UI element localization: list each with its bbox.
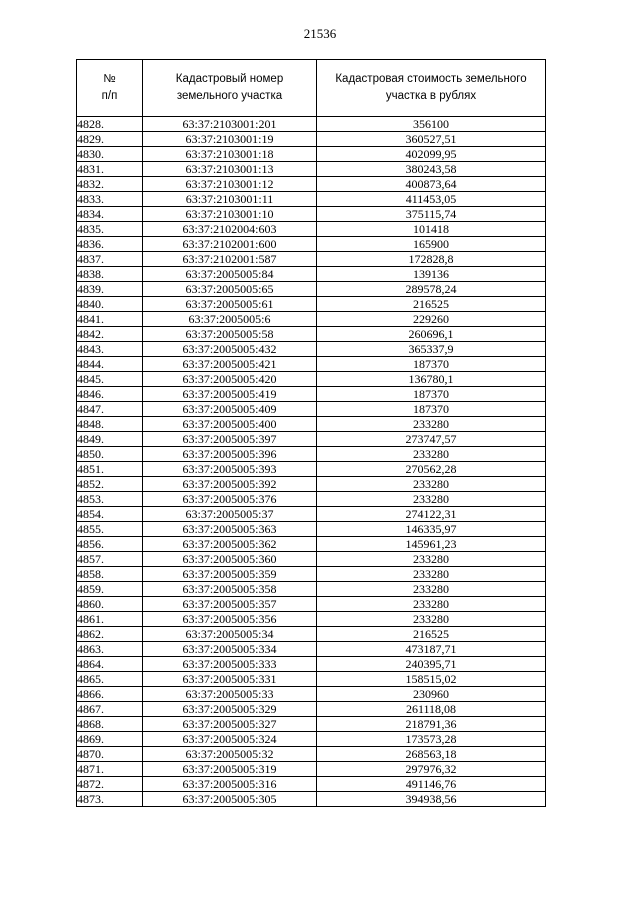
cadastral-number: 63:37:2005005:397 — [143, 432, 317, 447]
table-row — [77, 297, 546, 312]
row-number: 4853. — [77, 492, 143, 507]
table-row — [77, 522, 546, 537]
cadastral-value: 270562,28 — [317, 462, 546, 477]
row-number: 4832. — [77, 177, 143, 192]
cadastral-number: 63:37:2005005:400 — [143, 417, 317, 432]
cadastral-value: 233280 — [317, 477, 546, 492]
header-cadastral-line2: земельного участка — [176, 90, 283, 102]
row-number: 4852. — [77, 477, 143, 492]
table-row — [77, 687, 546, 702]
cadastral-value: 173573,28 — [317, 732, 546, 747]
table-row — [77, 282, 546, 297]
cadastral-value: 356100 — [317, 117, 546, 132]
table-row — [77, 762, 546, 777]
cadastral-number: 63:37:2005005:32 — [143, 747, 317, 762]
cadastral-value: 233280 — [317, 552, 546, 567]
row-number: 4843. — [77, 342, 143, 357]
cadastral-value: 260696,1 — [317, 327, 546, 342]
row-number: 4842. — [77, 327, 143, 342]
table-row — [77, 357, 546, 372]
table-row — [77, 702, 546, 717]
cadastral-value: 233280 — [317, 597, 546, 612]
row-number: 4864. — [77, 657, 143, 672]
table-row — [77, 717, 546, 732]
cadastral-value: 233280 — [317, 567, 546, 582]
cadastral-number: 63:37:2005005:324 — [143, 732, 317, 747]
cadastral-value: 233280 — [317, 582, 546, 597]
row-number: 4869. — [77, 732, 143, 747]
table-row — [77, 507, 546, 522]
cadastral-number: 63:37:2005005:327 — [143, 717, 317, 732]
cadastral-number: 63:37:2005005:316 — [143, 777, 317, 792]
table-row — [77, 597, 546, 612]
table-row — [77, 582, 546, 597]
row-number: 4833. — [77, 192, 143, 207]
cadastral-number: 63:37:2005005:6 — [143, 312, 317, 327]
cadastral-number: 63:37:2005005:329 — [143, 702, 317, 717]
table-row — [77, 732, 546, 747]
table-row — [77, 672, 546, 687]
table-row — [77, 132, 546, 147]
cadastral-number: 63:37:2103001:11 — [143, 192, 317, 207]
cadastral-value: 230960 — [317, 687, 546, 702]
cadastral-number: 63:37:2005005:334 — [143, 642, 317, 657]
table-row — [77, 117, 546, 132]
cadastral-value: 172828,8 — [317, 252, 546, 267]
cadastral-value: 473187,71 — [317, 642, 546, 657]
cadastral-value: 402099,95 — [317, 147, 546, 162]
row-number: 4870. — [77, 747, 143, 762]
table-row — [77, 567, 546, 582]
cadastral-number: 63:37:2005005:84 — [143, 267, 317, 282]
cadastral-value: 136780,1 — [317, 372, 546, 387]
table-row — [77, 747, 546, 762]
header-number-line2: п/п — [101, 90, 118, 102]
row-number: 4856. — [77, 537, 143, 552]
cadastral-number: 63:37:2005005:432 — [143, 342, 317, 357]
cadastral-value: 187370 — [317, 387, 546, 402]
table-row — [77, 147, 546, 162]
header-value-line1: Кадастровая стоимость земельного — [335, 73, 527, 85]
table-row — [77, 612, 546, 627]
table-row — [77, 192, 546, 207]
cadastral-number: 63:37:2005005:420 — [143, 372, 317, 387]
cadastral-number: 63:37:2005005:58 — [143, 327, 317, 342]
row-number: 4865. — [77, 672, 143, 687]
table-row — [77, 492, 546, 507]
cadastral-number: 63:37:2005005:319 — [143, 762, 317, 777]
cadastral-number: 63:37:2005005:421 — [143, 357, 317, 372]
table-header-row — [77, 60, 546, 117]
cadastral-value: 216525 — [317, 297, 546, 312]
header-number — [77, 60, 143, 117]
cadastral-value-table — [76, 59, 546, 807]
cadastral-number: 63:37:2005005:34 — [143, 627, 317, 642]
cadastral-value: 233280 — [317, 417, 546, 432]
cadastral-value: 289578,24 — [317, 282, 546, 297]
table-row — [77, 792, 546, 807]
row-number: 4862. — [77, 627, 143, 642]
row-number: 4857. — [77, 552, 143, 567]
table-row — [77, 267, 546, 282]
cadastral-value: 233280 — [317, 612, 546, 627]
row-number: 4849. — [77, 432, 143, 447]
table-row — [77, 387, 546, 402]
cadastral-value: 216525 — [317, 627, 546, 642]
cadastral-value: 360527,51 — [317, 132, 546, 147]
row-number: 4858. — [77, 567, 143, 582]
cadastral-number: 63:37:2005005:37 — [143, 507, 317, 522]
cadastral-value: 240395,71 — [317, 657, 546, 672]
table-row — [77, 657, 546, 672]
cadastral-number: 63:37:2005005:409 — [143, 402, 317, 417]
table-row — [77, 252, 546, 267]
cadastral-number: 63:37:2005005:61 — [143, 297, 317, 312]
table-row — [77, 162, 546, 177]
cadastral-number: 63:37:2103001:201 — [143, 117, 317, 132]
table-body — [77, 117, 546, 807]
row-number: 4873. — [77, 792, 143, 807]
row-number: 4838. — [77, 267, 143, 282]
row-number: 4871. — [77, 762, 143, 777]
row-number: 4847. — [77, 402, 143, 417]
cadastral-number: 63:37:2005005:33 — [143, 687, 317, 702]
cadastral-number: 63:37:2005005:358 — [143, 582, 317, 597]
cadastral-value: 139136 — [317, 267, 546, 282]
table-row — [77, 477, 546, 492]
cadastral-value: 274122,31 — [317, 507, 546, 522]
cadastral-number: 63:37:2005005:357 — [143, 597, 317, 612]
cadastral-number: 63:37:2005005:65 — [143, 282, 317, 297]
table-row — [77, 537, 546, 552]
row-number: 4861. — [77, 612, 143, 627]
cadastral-number: 63:37:2102001:600 — [143, 237, 317, 252]
row-number: 4872. — [77, 777, 143, 792]
cadastral-number: 63:37:2005005:392 — [143, 477, 317, 492]
table-row — [77, 627, 546, 642]
cadastral-number: 63:37:2005005:359 — [143, 567, 317, 582]
row-number: 4845. — [77, 372, 143, 387]
table-row — [77, 237, 546, 252]
cadastral-number: 63:37:2005005:305 — [143, 792, 317, 807]
cadastral-number: 63:37:2005005:419 — [143, 387, 317, 402]
row-number: 4834. — [77, 207, 143, 222]
row-number: 4848. — [77, 417, 143, 432]
table-row — [77, 177, 546, 192]
cadastral-value: 411453,05 — [317, 192, 546, 207]
cadastral-number: 63:37:2005005:362 — [143, 537, 317, 552]
table-row — [77, 207, 546, 222]
cadastral-value: 273747,57 — [317, 432, 546, 447]
row-number: 4868. — [77, 717, 143, 732]
row-number: 4829. — [77, 132, 143, 147]
cadastral-value: 261118,08 — [317, 702, 546, 717]
cadastral-number: 63:37:2005005:360 — [143, 552, 317, 567]
row-number: 4835. — [77, 222, 143, 237]
cadastral-value: 229260 — [317, 312, 546, 327]
table-row — [77, 372, 546, 387]
row-number: 4844. — [77, 357, 143, 372]
table-row — [77, 342, 546, 357]
cadastral-value: 233280 — [317, 447, 546, 462]
table-row — [77, 462, 546, 477]
cadastral-value: 187370 — [317, 357, 546, 372]
cadastral-value: 491146,76 — [317, 777, 546, 792]
row-number: 4841. — [77, 312, 143, 327]
table-row — [77, 552, 546, 567]
row-number: 4846. — [77, 387, 143, 402]
table-row — [77, 447, 546, 462]
cadastral-number: 63:37:2005005:396 — [143, 447, 317, 462]
cadastral-number: 63:37:2005005:363 — [143, 522, 317, 537]
cadastral-value: 365337,9 — [317, 342, 546, 357]
header-cadastral-number — [143, 60, 317, 117]
table-row — [77, 402, 546, 417]
row-number: 4855. — [77, 522, 143, 537]
row-number: 4850. — [77, 447, 143, 462]
row-number: 4837. — [77, 252, 143, 267]
row-number: 4828. — [77, 117, 143, 132]
table-row — [77, 222, 546, 237]
cadastral-number: 63:37:2005005:356 — [143, 612, 317, 627]
cadastral-value: 233280 — [317, 492, 546, 507]
header-number-line1: № — [103, 73, 116, 85]
header-cadastral-value — [317, 60, 546, 117]
row-number: 4860. — [77, 597, 143, 612]
cadastral-number: 63:37:2103001:19 — [143, 132, 317, 147]
row-number: 4851. — [77, 462, 143, 477]
cadastral-value: 158515,02 — [317, 672, 546, 687]
row-number: 4859. — [77, 582, 143, 597]
row-number: 4866. — [77, 687, 143, 702]
header-value-line2: участка в рублях — [385, 90, 477, 102]
cadastral-value: 187370 — [317, 402, 546, 417]
row-number: 4840. — [77, 297, 143, 312]
cadastral-number: 63:37:2103001:13 — [143, 162, 317, 177]
cadastral-value: 394938,56 — [317, 792, 546, 807]
cadastral-number: 63:37:2005005:393 — [143, 462, 317, 477]
cadastral-value: 145961,23 — [317, 537, 546, 552]
table-header — [77, 60, 546, 117]
table-row — [77, 777, 546, 792]
row-number: 4830. — [77, 147, 143, 162]
cadastral-number: 63:37:2102001:587 — [143, 252, 317, 267]
cadastral-number: 63:37:2102004:603 — [143, 222, 317, 237]
row-number: 4863. — [77, 642, 143, 657]
cadastral-number: 63:37:2103001:18 — [143, 147, 317, 162]
cadastral-number: 63:37:2005005:376 — [143, 492, 317, 507]
page-number: 21536 — [303, 26, 337, 41]
cadastral-number: 63:37:2005005:331 — [143, 672, 317, 687]
cadastral-value: 146335,97 — [317, 522, 546, 537]
cadastral-value: 400873,64 — [317, 177, 546, 192]
cadastral-value: 297976,32 — [317, 762, 546, 777]
cadastral-number: 63:37:2103001:12 — [143, 177, 317, 192]
cadastral-value: 380243,58 — [317, 162, 546, 177]
table-row — [77, 642, 546, 657]
cadastral-value: 218791,36 — [317, 717, 546, 732]
table-row — [77, 432, 546, 447]
cadastral-number: 63:37:2103001:10 — [143, 207, 317, 222]
cadastral-value: 165900 — [317, 237, 546, 252]
header-cadastral-line1: Кадастровый номер — [175, 73, 284, 85]
cadastral-value: 375115,74 — [317, 207, 546, 222]
table-row — [77, 312, 546, 327]
table-row — [77, 417, 546, 432]
table-row — [77, 327, 546, 342]
cadastral-value: 101418 — [317, 222, 546, 237]
row-number: 4867. — [77, 702, 143, 717]
row-number: 4839. — [77, 282, 143, 297]
row-number: 4831. — [77, 162, 143, 177]
cadastral-value: 268563,18 — [317, 747, 546, 762]
row-number: 4854. — [77, 507, 143, 522]
row-number: 4836. — [77, 237, 143, 252]
cadastral-number: 63:37:2005005:333 — [143, 657, 317, 672]
